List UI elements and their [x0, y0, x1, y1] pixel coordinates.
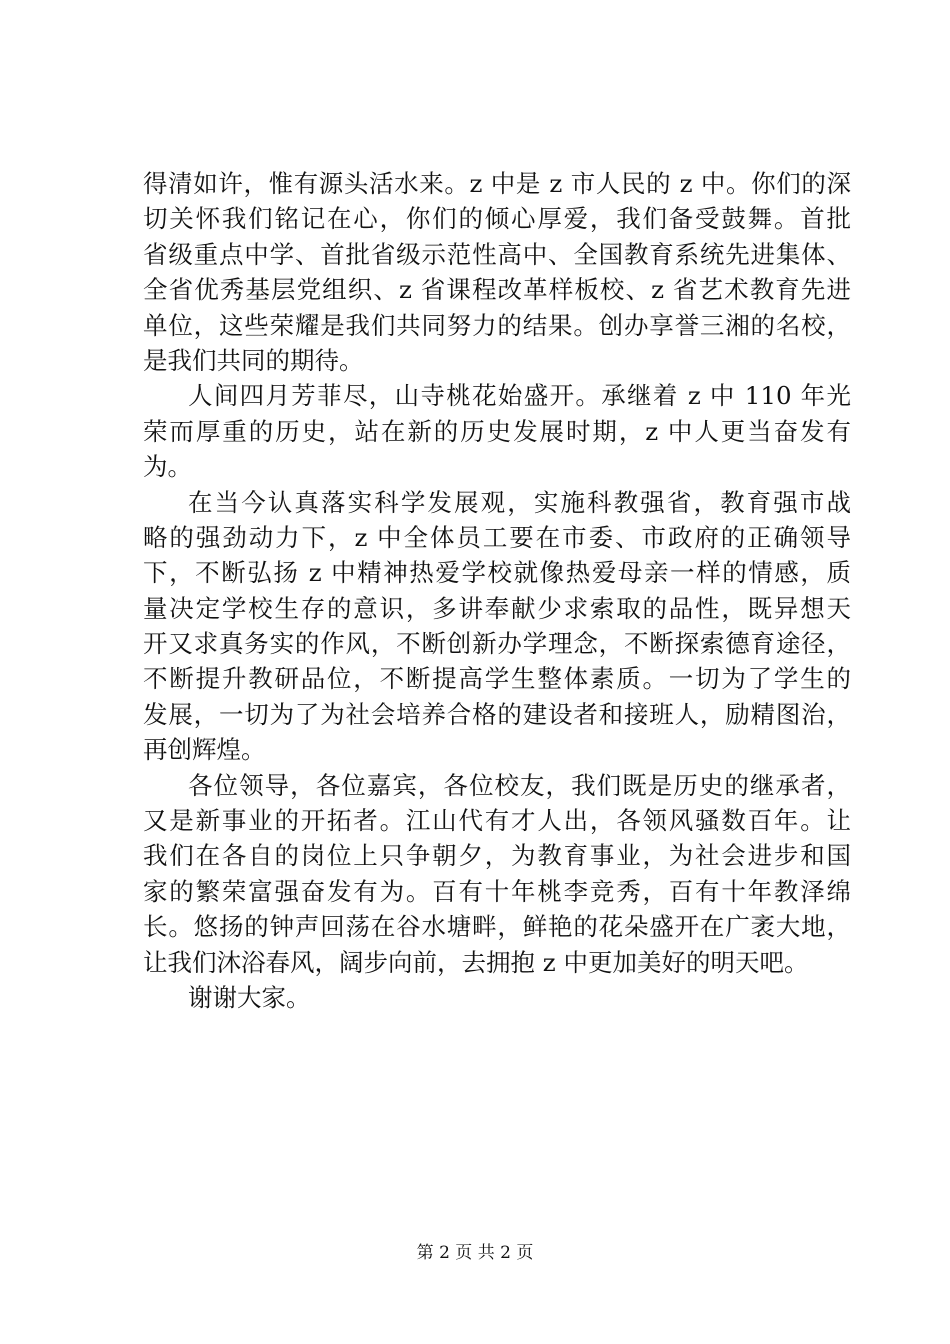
text-line: 谢谢大家。: [188, 982, 311, 1012]
text-line: 荣而厚重的历史，站在新的历史发展时期，z 中人更当奋发有: [143, 416, 851, 446]
text-line: 家的繁荣富强奋发有为。百有十年桃李竞秀，百有十年教泽绵: [143, 876, 851, 906]
document-body: [143, 166, 851, 1015]
text-line: 为。: [143, 452, 192, 482]
text-line: 在当今认真落实科学发展观，实施科教强省，教育强市战: [188, 487, 851, 517]
paragraph: [143, 378, 851, 484]
paragraph: [143, 980, 851, 1015]
page-number-footer: 第 2 页 共 2 页: [416, 1243, 534, 1263]
text-line: 下，不断弘扬 z 中精神热爱学校就像热爱母亲一样的情感，质: [143, 558, 851, 588]
text-line: 略的强劲动力下，z 中全体员工要在市委、市政府的正确领导: [143, 522, 851, 552]
text-line: 再创辉煌。: [143, 735, 266, 765]
text-line: 长。悠扬的钟声回荡在谷水塘畔，鲜艳的花朵盛开在广袤大地，: [143, 912, 851, 942]
text-line: 量决定学校生存的意识，多讲奉献少求索取的品性，既异想天: [143, 593, 851, 623]
text-line: 切关怀我们铭记在心，你们的倾心厚爱，我们备受鼓舞。首批: [143, 204, 851, 234]
text-line: 得清如许，惟有源头活水来。z 中是 z 市人民的 z 中。你们的深: [143, 169, 851, 198]
text-line: 让我们沐浴春风，阔步向前，去拥抱 z 中更加美好的明天吧。: [143, 947, 809, 977]
text-line: 开又求真务实的作风，不断创新办学理念，不断探索德育途径，: [143, 629, 851, 659]
text-line: 我们在各自的岗位上只争朝夕，为教育事业，为社会进步和国: [143, 841, 851, 871]
paragraph: [143, 485, 851, 768]
text-line: 省级重点中学、首批省级示范性高中、全国教育系统先进集体、: [143, 239, 851, 269]
text-line: 发展，一切为了为社会培养合格的建设者和接班人，励精图治，: [143, 699, 851, 729]
paragraph: [143, 768, 851, 980]
paragraph: [143, 166, 851, 378]
text-line: 不断提升教研品位，不断提高学生整体素质。一切为了学生的: [143, 664, 851, 694]
text-line: 又是新事业的开拓者。江山代有才人出，各领风骚数百年。让: [143, 806, 851, 836]
text-line: 人间四月芳菲尽，山寺桃花始盛开。承继着 z 中 110 年光: [188, 381, 851, 411]
text-line: 是我们共同的期待。: [143, 345, 364, 375]
text-line: 各位领导，各位嘉宾，各位校友，我们既是历史的继承者，: [188, 770, 851, 800]
text-line: 单位，这些荣耀是我们共同努力的结果。创办享誉三湘的名校，: [143, 310, 851, 340]
text-line: 全省优秀基层党组织、z 省课程改革样板校、z 省艺术教育先进: [143, 275, 851, 305]
